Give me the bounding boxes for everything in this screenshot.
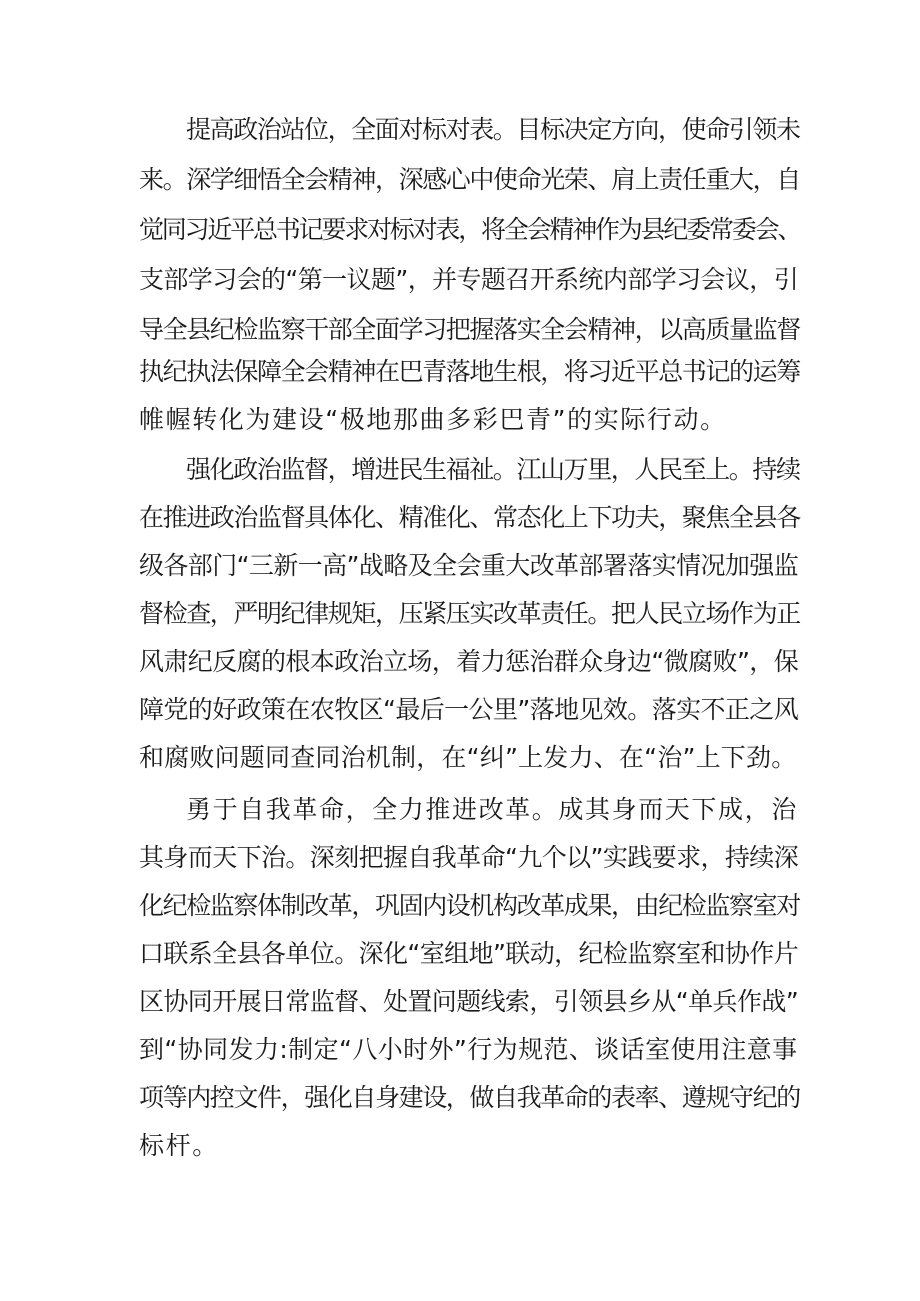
text-line: 风肃纪反腐的根本政治立场，着力惩治群众身边“微腐败”，保: [139, 647, 799, 676]
text-line: 其身而天下治。深刻把握自我革命“九个以”实践要求，持续深: [139, 843, 799, 872]
text-line: 在推进政治监督具体化、精准化、常态化上下功夫，聚焦全县各: [139, 503, 800, 532]
text-line: 导全县纪检监察干部全面学习把握落实全会精神，以高质量监督: [139, 315, 800, 344]
text-line: 到“协同发力:制定“八小时外”行为规范、谈话室使用注意事: [139, 1035, 798, 1064]
text-line: 提高政治站位，全面对标对表。目标决定方向，使命引领未: [186, 115, 800, 144]
text-line: 障党的好政策在农牧区“最后一公里”落地见效。落实不正之风: [139, 695, 799, 724]
text-line: 执纪执法保障全会精神在巴青落地生根，将习近平总书记的运筹: [139, 357, 800, 386]
text-line: 项等内控文件，强化自身建设，做自我革命的表率、遵规守纪的: [139, 1083, 800, 1112]
text-line: 标杆。: [139, 1131, 219, 1160]
text-line: 强化政治监督，增进民生福祉。江山万里，人民至上。持续: [186, 455, 800, 484]
text-line: 支部学习会的“第一议题”，并专题召开系统内部学习会议，引: [139, 265, 799, 294]
text-line: 级各部门“三新一高”战略及全会重大改革部署落实情况加强监: [139, 551, 799, 580]
text-line: 区协同开展日常监督、处置问题线索，引领县乡从“单兵作战”: [139, 987, 799, 1016]
text-line: 觉同习近平总书记要求对标对表，将全会精神作为县纪委常委会、: [139, 215, 801, 244]
text-line: 来。深学细悟全会精神，深感心中使命光荣、肩上责任重大，自: [139, 165, 800, 194]
text-line: 化纪检监察体制改革，巩固内设机构改革成果，由纪检监察室对: [139, 891, 800, 920]
text-line: 和腐败问题同查同治机制，在“纠”上发力、在“治”上下劲。: [139, 743, 797, 772]
text-line: 勇于自我革命，全力推进改革。成其身而天下成，治: [186, 795, 798, 824]
text-line: 帷幄转化为建设“极地那曲多彩巴青”的实际行动。: [139, 405, 727, 434]
text-line: 督检查，严明纪律规矩，压紧压实改革责任。把人民立场作为正: [139, 599, 800, 628]
text-line: 口联系全县各单位。深化“室组地”联动，纪检监察室和协作片: [139, 939, 799, 968]
